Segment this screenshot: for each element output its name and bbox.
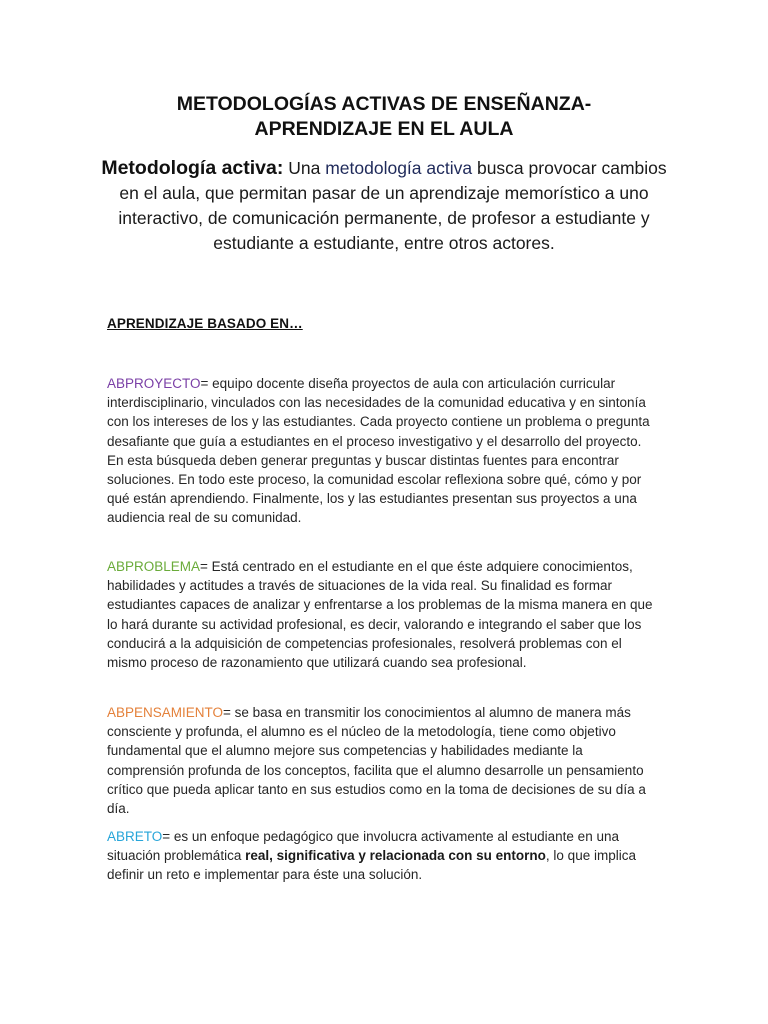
item-abproyecto (107, 374, 657, 528)
intro-paragraph (100, 156, 668, 256)
section-heading: APRENDIZAJE BASADO EN… (107, 316, 303, 331)
definition-abproblema: = Está centrado en el estudiante en el que éste adquiere conocimientos, habilidades y actitudes a través de situaciones de la vida real. Su finalidad es formar estudiantes capaces de analizar y enfrentarse a los problemas de la misma manera en que lo hará durante su actividad profesional, es decir, valorando e integrando el saber que los conducirá a la adquisición de competencias profesionales, resolverá problemas con el mismo proceso de razonamiento que utilizará cuando sea profesional. (107, 559, 653, 671)
term-abpensamiento: ABPENSAMIENTO (107, 705, 224, 720)
definition-abproyecto: = equipo docente diseña proyectos de aula con articulación curricular interdisciplinario, vinculados con las necesidades de la comunidad educativa y en sintonía con los intereses de los y las estudiantes. Cada proyecto contiene un problema o pregunta desafiante que guía a estudiantes en el proceso investigativo y el desarrollo del proyecto. En esta búsqueda deben generar preguntas y buscar distintas fuentes para encontrar soluciones. En todo este proceso, la comunidad escolar reflexiona sobre qué, cómo y por qué están aprendiendo. Finalmente, los y las estudiantes presentan sus proyectos a una audiencia real de su comunidad. (107, 376, 650, 526)
intro-text-after-link: busca provocar cambios en el aula, que permitan pasar de un aprendizaje memorístico a uno interactivo, de comunicación permanente, de profesor a estudiante y estudiante a estudiante, entre otros actores. (118, 158, 667, 253)
definition-abpensamiento: = se basa en transmitir los conocimientos al alumno de manera más consciente y profunda, el alumno es el núcleo de la metodología, tiene como objetivo fundamental que el alumno mejore sus competencias y habilidades mediante la comprensión profunda de los conceptos, facilita que el alumno desarrolle un pensamiento crítico que pueda aplicar tanto en sus estudios como en la toma de decisiones de su día a día. (107, 705, 646, 817)
item-abproblema (107, 557, 657, 672)
definition-abreto-emphasis: real, significativa y relacionada con su entorno (245, 848, 546, 864)
intro-lead: Metodología activa: (101, 157, 284, 179)
item-abreto (107, 827, 657, 885)
title-line-1: METODOLOGÍAS ACTIVAS DE ENSEÑANZA- (176, 93, 592, 115)
item-abpensamiento (107, 703, 657, 818)
term-abproyecto: ABPROYECTO (107, 376, 201, 391)
definition-abreto-end: , lo que implica definir un reto e implementar para éste una solución. (107, 848, 636, 883)
term-abreto: ABRETO (107, 829, 163, 844)
document-title (96, 92, 672, 142)
term-abproblema: ABPROBLEMA (107, 559, 201, 574)
intro-text-before-link: Una (283, 158, 326, 178)
definition-abreto-start: = es un enfoque pedagógico que involucra activamente al estudiante en una situación problemática (107, 829, 619, 864)
title-line-2: APRENDIZAJE EN EL AULA (254, 118, 514, 140)
intro-link[interactable]: metodología activa (325, 158, 473, 178)
